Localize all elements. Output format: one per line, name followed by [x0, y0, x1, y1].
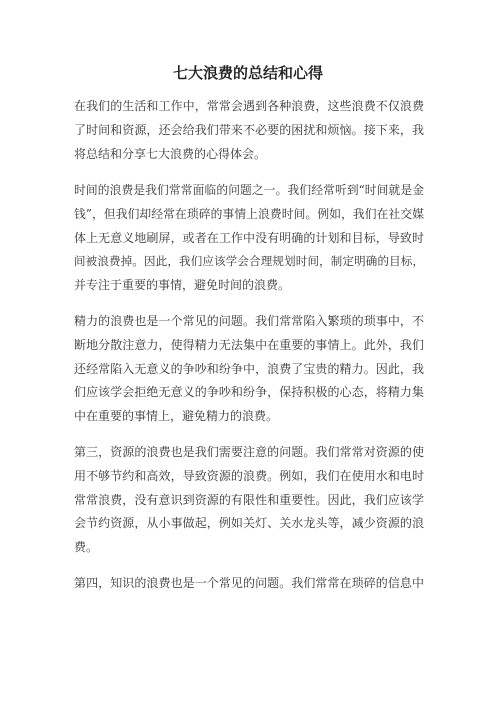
- paragraph-line: 费。: [74, 540, 99, 555]
- paragraph-line: 会节约资源，从小事做起，例如关灯、关水龙头等，减少资源的浪: [74, 516, 424, 531]
- paragraph-line: 间被浪费掉。因此，我们应该学会合理规划时间，制定明确的目标，: [74, 254, 424, 269]
- document-title: 七大浪费的总结和心得: [172, 64, 323, 82]
- paragraph-line: 了时间和资源，还会给我们带来不必要的困扰和烦恼。接下来，我: [74, 122, 424, 137]
- paragraph-energy-waste: [74, 310, 424, 429]
- paragraph-line: 用不够节约和高效，导致资源的浪费。例如，我们在使用水和电时: [74, 468, 424, 483]
- paragraph-line: 断地分散注意力，使得精力无法集中在重要的事情上。此外，我们: [74, 337, 424, 352]
- paragraph-line: 精力的浪费也是一个常见的问题。我们常常陷入繁琐的琐事中，不: [74, 314, 424, 328]
- paragraph-knowledge-waste: [74, 572, 424, 596]
- paragraph-line: 在我们的生活和工作中，常常会遇到各种浪费，这些浪费不仅浪费: [74, 99, 424, 113]
- paragraph-intro: [74, 95, 424, 166]
- paragraph-line: 第三，资源的浪费也是我们需要注意的问题。我们常常对资源的使: [74, 445, 424, 459]
- paragraph-line: 第四，知识的浪费也是一个常见的问题。我们常常在琐碎的信息中: [74, 576, 424, 590]
- paragraph-resource-waste: [74, 441, 424, 560]
- paragraph-time-waste: [74, 179, 424, 298]
- paragraph-line: 钱”，但我们却经常在琐碎的事情上浪费时间。例如，我们在社交媒: [74, 206, 424, 221]
- paragraph-line: 还经常陷入无意义的争吵和纷争中，浪费了宝贵的精力。因此，我: [74, 361, 424, 376]
- paragraph-line: 体上无意义地刷屏，或者在工作中没有明确的计划和目标，导致时: [74, 230, 424, 245]
- paragraph-line: 并专注于重要的事情，避免时间的浪费。: [74, 278, 291, 293]
- paragraph-line: 中在重要的事情上，避免精力的浪费。: [74, 409, 279, 424]
- paragraph-line: 时间的浪费是我们常常面临的问题之一。我们经常听到“时间就是金: [74, 183, 424, 197]
- paragraph-line: 常常浪费，没有意识到资源的有限性和重要性。因此，我们应该学: [74, 492, 424, 507]
- paragraph-line: 将总结和分享七大浪费的心得体会。: [74, 146, 267, 161]
- paragraph-line: 们应该学会拒绝无意义的争吵和纷争，保持积极的心态，将精力集: [74, 385, 424, 400]
